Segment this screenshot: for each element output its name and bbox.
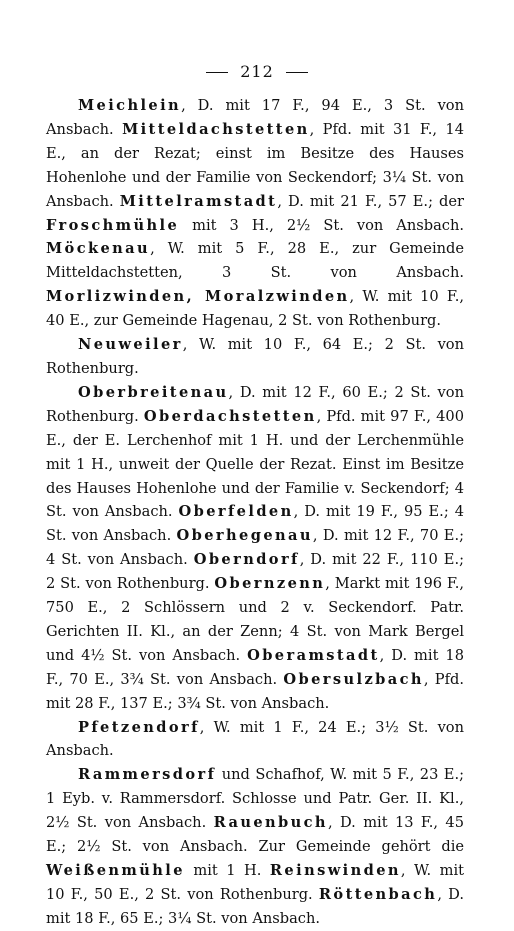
place-name: Oberdachstetten: [143, 407, 317, 425]
page-number-value: 212: [240, 62, 274, 81]
entry-text: , Pfd. mit 31 F., 14 E., an der Rezat; einst im Besitze des Hauses Hohenlohe und der Familie von Seckendorf; 3¼ St. von Ansbach.: [46, 120, 464, 210]
place-name: Oberfelden: [178, 503, 294, 521]
place-name: Oberhegenau: [176, 527, 313, 545]
place-name: Obersulzbach: [283, 670, 424, 688]
entry-text: , D. mit 13 F., 45 E.; 2½ St. von Ansbach. Zur Gemeinde gehört die: [46, 814, 464, 856]
page-number: [0, 62, 514, 81]
entry-text: , D. mit 12 F., 70 E.; 4 St. von Ansbach.: [46, 527, 465, 569]
entry-paragraph: [46, 716, 464, 764]
entry-paragraph: [46, 763, 464, 930]
page-number-dash-right: [286, 72, 308, 73]
entry-text: , W. mit 10 F., 50 E., 2 St. von Rothenburg.: [46, 862, 465, 903]
place-name: Oberamstadt: [247, 646, 380, 664]
entry-text: , Pfd. mit 28 F., 137 E.; 3¾ St. von Ansbach.: [46, 670, 464, 712]
place-name: Weißenmühle: [46, 862, 185, 879]
place-name: Mitteldachstetten: [122, 120, 310, 138]
entry-text: , W. mit 5 F., 28 E., zur Gemeinde Mitteldachstetten, 3 St. von Ansbach.: [46, 240, 464, 282]
entry-paragraph: [46, 333, 464, 381]
entry-text: , D. mit 12 F., 60 E.; 2 St. von Rothenburg.: [46, 383, 464, 425]
place-name: Rammersdorf: [78, 766, 217, 784]
place-name: Rauenbuch: [213, 814, 328, 832]
place-name: Froschmühle: [46, 216, 180, 234]
entry-text: , Markt mit 196 F., 750 E., 2 Schlössern und 2 v. Seckendorf. Patr. Gerichten II. Kl., an der Zenn; 4 St. von Mark Bergel und 4½ St. von Ansbach.: [46, 575, 464, 664]
entry-text: und Schafhof, W. mit 5 F., 23 E.; 1 Eyb. v. Rammersdorf. Schlosse und Patr. Ger. II. Kl., 2½ St. von Ansbach.: [46, 766, 464, 832]
place-name: Neuweiler: [78, 336, 183, 354]
place-name: Meichlein: [78, 97, 182, 114]
page-number-dash-left: [206, 72, 228, 73]
place-name: Obernzenn: [214, 575, 326, 593]
entry-paragraph: [46, 381, 464, 716]
entry-text: , D. mit 19 F., 95 E.; 4 St. von Ansbach.: [46, 503, 464, 545]
place-name: Pfetzendorf: [78, 718, 200, 736]
gazetteer-text: [46, 94, 464, 931]
entry-text: , W. mit 10 F., 64 E.; 2 St. von Rothenburg.: [46, 336, 464, 377]
entry-text: mit 1 H.: [184, 862, 270, 879]
place-name: Röttenbach: [318, 885, 438, 903]
entry-text: , W. mit 10 F., 40 E., zur Gemeinde Hagenau, 2 St. von Rothenburg.: [46, 288, 464, 330]
place-name: Oberbreitenau: [78, 383, 229, 401]
place-name: Morlizwinden, Moralzwinden: [46, 288, 350, 306]
place-name: Oberndorf: [193, 551, 300, 569]
entry-text: , D. mit 17 F., 94 E., 3 St. von Ansbach.: [46, 97, 464, 138]
entry-text: , Pfd. mit 97 F., 400 E., der E. Lerchenhof mit 1 H. und der Lerchenmühle mit 1 H., unweit der Quelle der Rezat. Einst im Besitze des Hauses Hohenlohe und der Familie v. Seckendorf; 4 St. von Ansbach.: [46, 407, 464, 521]
entry-text: mit 3 H., 2½ St. von Ansbach.: [179, 216, 464, 234]
entry-paragraph: [46, 94, 464, 333]
place-name: Mittelramstadt: [119, 192, 278, 210]
entry-text: , D. mit 18 F., 65 E.; 3¼ St. von Ansbach.: [46, 885, 464, 927]
entry-text: , D. mit 18 F., 70 E., 3¾ St. von Ansbach.: [46, 646, 464, 688]
entry-text: , W. mit 1 F., 24 E.; 3½ St. von Ansbach.: [46, 718, 464, 760]
entry-text: , D. mit 22 F., 110 E.; 2 St. von Rothenburg.: [46, 551, 465, 593]
place-name: Möckenau: [46, 240, 151, 258]
entry-text: , D. mit 21 F., 57 E.; der: [277, 192, 464, 210]
place-name: Reinswinden: [269, 862, 401, 879]
